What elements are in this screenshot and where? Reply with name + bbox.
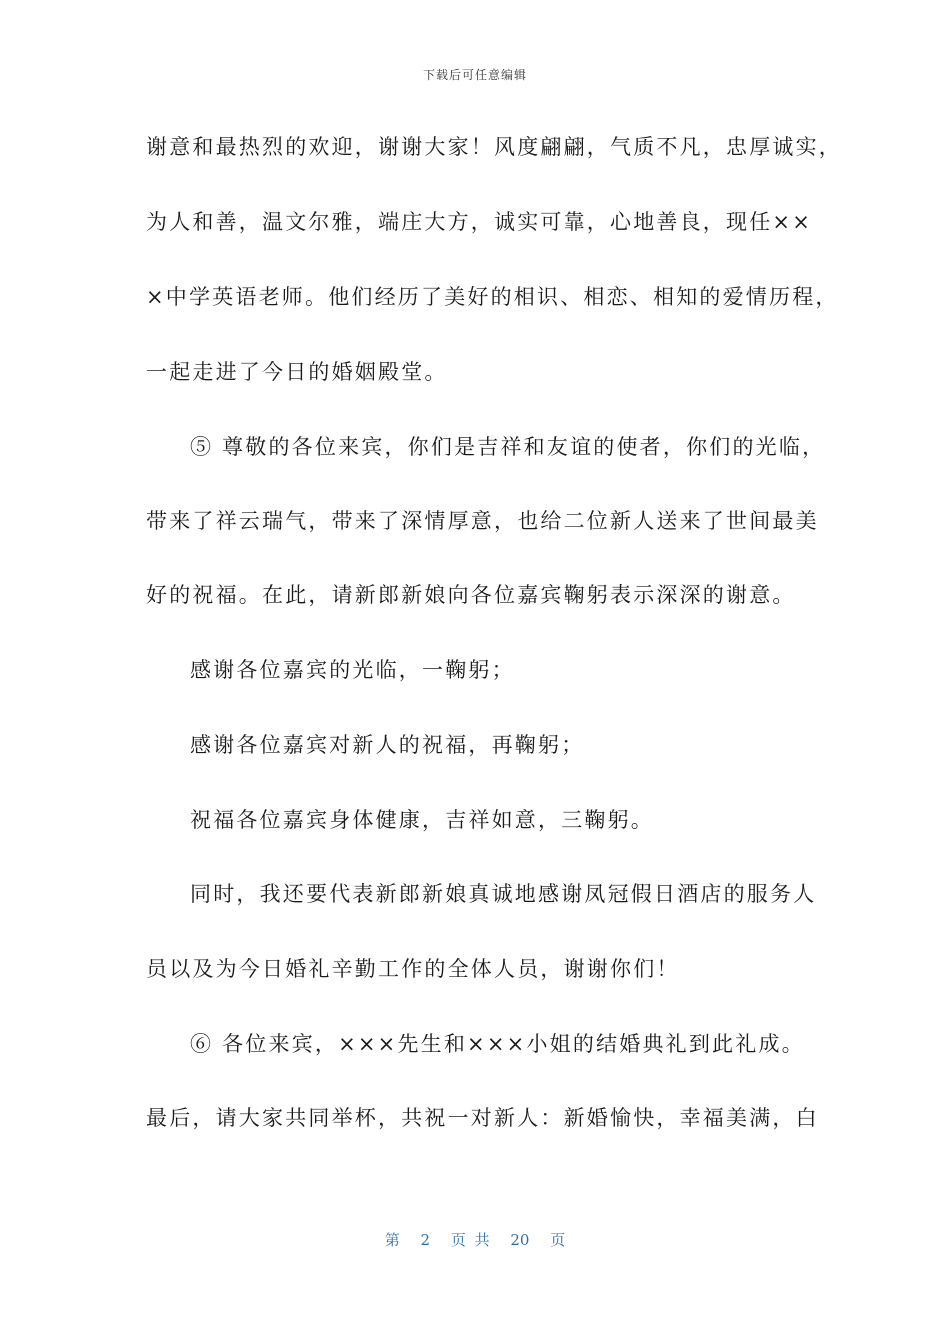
page-number-footer: [0, 1229, 950, 1250]
bow-line-1: 感谢各位嘉宾的光临，一鞠躬；: [190, 658, 515, 682]
text-line: 最后，请大家共同举杯，共祝一对新人：新婚愉快，幸福美满，白: [146, 1106, 819, 1130]
footer-suffix: 页: [550, 1231, 566, 1249]
total-pages-number: 20: [510, 1231, 530, 1249]
footer-middle: 页 共: [450, 1231, 490, 1249]
paragraph-6-start: ⑥ 各位来宾，×××先生和×××小姐的结婚典礼到此礼成。: [190, 1032, 805, 1056]
text-line: 员以及为今日婚礼辛勤工作的全体人员，谢谢你们！: [146, 957, 680, 981]
paragraph-5-start: ⑤ 尊敬的各位来宾，你们是吉祥和友谊的使者，你们的光临，: [190, 435, 826, 459]
text-line: ×中学英语老师。他们经历了美好的相识、相恋、相知的爱情历程，: [146, 285, 839, 309]
text-line: 同时，我还要代表新郎新娘真诚地感谢凤冠假日酒店的服务人: [190, 882, 817, 906]
text-line: 为人和善，温文尔雅，端庄大方，诚实可靠，心地善良，现任××: [146, 210, 812, 234]
current-page-number: 2: [420, 1231, 431, 1249]
header-note: 下载后可任意编辑: [422, 68, 527, 82]
text-line: 一起走进了今日的婚姻殿堂。: [146, 360, 448, 384]
bow-line-3: 祝福各位嘉宾身体健康，吉祥如意，三鞠躬。: [190, 808, 654, 832]
text-line: 好的祝福。在此，请新郎新娘向各位嘉宾鞠躬表示深深的谢意。: [146, 583, 796, 607]
text-line: 谢意和最热烈的欢迎，谢谢大家！风度翩翩，气质不凡，忠厚诚实，: [146, 135, 842, 159]
footer-prefix: 第: [384, 1231, 400, 1249]
bow-line-2: 感谢各位嘉宾对新人的祝福，再鞠躬；: [190, 733, 585, 757]
text-line: 带来了祥云瑞气，带来了深情厚意，也给二位新人送来了世间最美: [146, 509, 819, 533]
